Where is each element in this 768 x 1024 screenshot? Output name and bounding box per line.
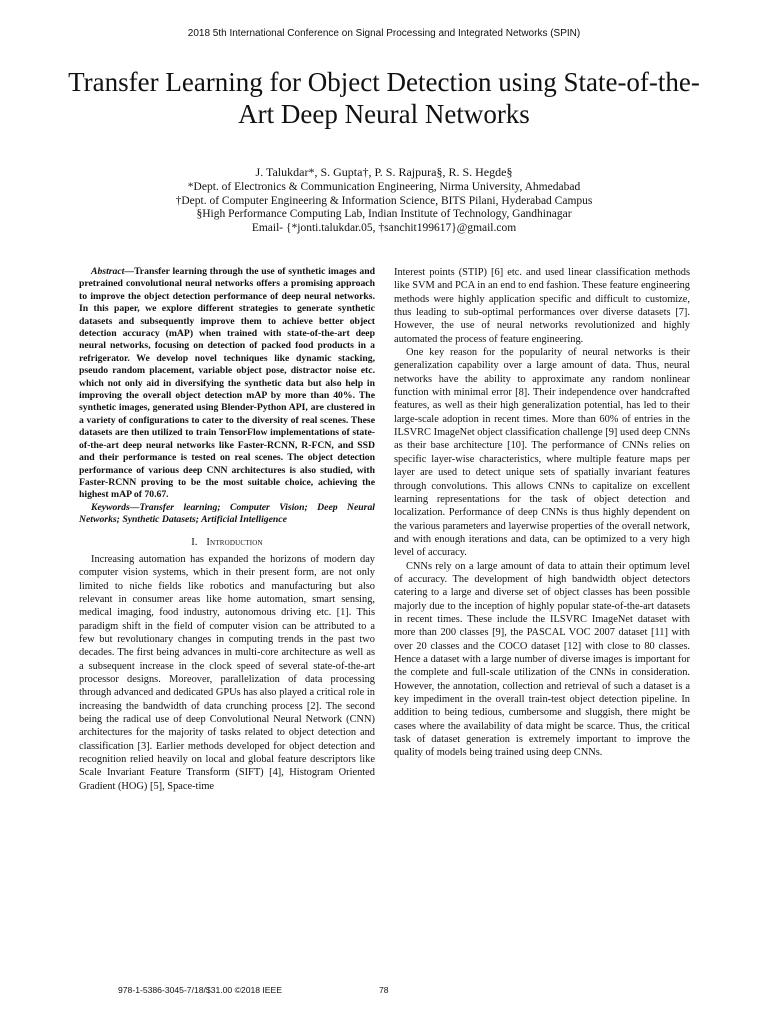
keywords: Keywords—Transfer learning; Computer Vision; Deep Neural Networks; Synthetic Datasets; Artificial Intelligence	[79, 501, 375, 526]
abstract-label: Abstract—	[91, 266, 135, 277]
conference-header: 2018 5th International Conference on Signal Processing and Integrated Networks (SPIN)	[187, 28, 581, 39]
intro-paragraph-4: CNNs rely on a large amount of data to attain their optimum level of accuracy. The development of high bandwidth object detectors catering to a large and diverse set of object classes has been possible majorly due to the inception of highly popular state-of-the-art datasets in recent times. These include the ILSVRC ImageNet dataset with more than 200 classes [9], the PASCAL VOC 2007 dataset [11] with over 20 classes and the COCO dataset [12] with close to 80 classes. Hence a dataset with a large number of diverse images is important for the complete and full-scale utilization of the CNNs in consideration. However, the annotation, collection and retrieval of such a dataset is a key impediment in the overall train-test object detection pipeline. In addition to being tedious, cumbersome and sluggish, there might be cases where the availability of data might be scarce. Thus, the critical task of dataset generation is extremely important to improve the quality of models being trained using deep CNNs.	[394, 560, 690, 759]
intro-paragraph-1: Increasing automation has expanded the horizons of modern day computer vision systems, which in their present form, are not only limited to niche fields like robotics and manufacturing but also relevant in consumer areas like home automation, smart sensing, medical imaging, food industry, autonomous driving etc. [1]. This paradigm shift in the field of computer vision can be attributed to a few but revolutionary changes in computing trends in the past two decades. The first being advances in multi-core architecture as well as a subsequent increase in the clock speed of several state-of-the-art processor designs. Moreover, parallelization of data processing through advanced and dedicated GPUs has also played a critical role in increasing the bandwidth of data crunching process [2]. The second being the radical use of deep Convolutional Neural Network (CNN) architectures for the majority of tasks related to object detection and classification [3]. Earlier methods developed for object detection and recognition relied heavily on local and global feature descriptors like Scale Invariant Feature Transform (SIFT) [4], Histogram Oriented Gradient (HOG) [5], Space-time	[79, 553, 375, 792]
section-title: Introduction	[206, 536, 263, 548]
abstract-text: Transfer learning through the use of synthetic images and pretrained convolutional neural networks offers a promising approach to improve the object detection performance of deep neural networks. In this paper, we explore different strategies to generate synthetic datasets and subsequently improve them to achieve better object detection accuracy (mAP) when trained with state-of-the-art deep neural networks, focusing on detection of packed food products in a refrigerator. We develop novel techniques like dynamic stacking, pseudo random placement, variable object pose, distractor noise etc. which not only aid in diversifying the synthetic data but also help in improving the overall object detection mAP by more than 40%. The synthetic images, generated using Blender-Python API, are clustered in a variety of configurations to cater to the diversity of real scenes. These datasets are then utilized to train TensorFlow implementations of state-of-the-art deep neural networks like Faster-RCNN, R-FCN, and SSD and their performance is tested on real scenes. The object detection performance of various deep CNN architectures is also studied, with Faster-RCNN proving to be the most suitable choice, achieving the highest mAP of 70.67.	[79, 266, 375, 501]
section-heading	[79, 536, 375, 549]
author-email: Email- {*jonti.talukdar.05, †sanchit199617}@gmail.com	[251, 221, 517, 234]
left-column	[79, 266, 375, 793]
paper-title: Transfer Learning for Object Detection using State-of-the-Art Deep Neural Networks	[68, 67, 700, 129]
affiliation-3: §High Performance Computing Lab, Indian Institute of Technology, Gandhinagar	[196, 208, 572, 220]
author-names: J. Talukdar*, S. Gupta†, P. S. Rajpura§, R. S. Hegde§	[255, 165, 513, 179]
section-number: I.	[191, 536, 198, 548]
affiliation-2: †Dept. of Computer Engineering & Information Science, BITS Pilani, Hyderabad Campus	[175, 194, 593, 207]
right-column	[394, 266, 690, 760]
page-number: 78	[379, 985, 389, 995]
footer-isbn: 978-1-5386-3045-7/18/$31.00 ©2018 IEEE	[118, 985, 283, 995]
abstract	[79, 266, 375, 502]
intro-paragraph-2: Interest points (STIP) [6] etc. and used linear classification methods like SVM and PCA in an end to end fashion. These feature engineering methods were highly application specific and difficult to customize, thus leading to sub-optimal performances over diverse datasets [7]. However, the use of neural networks revolutionized and highly automated the process of feature engineering.	[394, 267, 690, 345]
intro-paragraph-3: One key reason for the popularity of neural networks is their generalization capability over a large amount of data. Thus, neural networks have the ability to approximate any random nonlinear function with minimal error [8]. Their independence over handcrafted features, as well as their high generalization potential, has led to their large-scale adoption in recent times. More than 60% of entries in the ILSVRC ImageNet object classification challenge [9] used deep CNNs as their base architecture [10]. The performance of CNNs relies on specific layer-wise characteristics, where multiple feature maps per layer are used to detect unique sets of spatially invariant features through convolutions. This allows CNNs to capitalize on excellent learning representations for the task of object detection and localization. Performance of deep CNNs is thus highly dependent on the various parameters and layerwise properties of the overall network, and with enough iterations and data, can be optimized to a very high level of accuracy.	[394, 347, 690, 559]
author-block	[84, 164, 684, 235]
affiliation-1: *Dept. of Electronics & Communication Engineering, Nirma University, Ahmedabad	[187, 181, 581, 193]
